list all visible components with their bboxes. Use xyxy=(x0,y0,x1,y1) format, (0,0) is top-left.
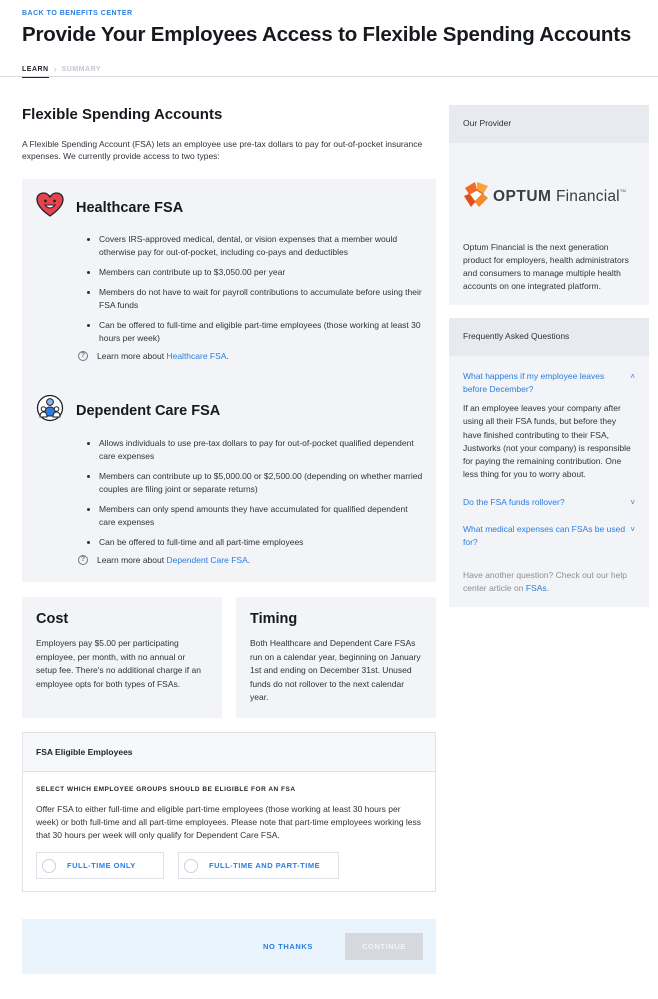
faq-question-3[interactable] xyxy=(463,523,635,549)
chevron-right-icon: › xyxy=(53,64,57,74)
main-intro xyxy=(22,106,436,162)
faq-help-text xyxy=(463,569,635,595)
question-circle-icon: ? xyxy=(78,351,88,361)
section-title: Flexible Spending Accounts xyxy=(22,106,223,123)
no-thanks-button[interactable]: NO THANKS xyxy=(263,942,313,951)
list-item: Can be offered to full-time and eligible part-time employees (those working at least 30 hours per week) xyxy=(86,319,426,345)
eligibility-title: FSA Eligible Employees xyxy=(23,733,435,772)
list-item: Allows individuals to use pre-tax dollars to pay for out-of-pocket qualified dependent care expenses xyxy=(86,437,426,463)
continue-button[interactable]: CONTINUE xyxy=(345,933,423,960)
faq-question-text: What happens if my employee leaves before December? xyxy=(463,371,605,394)
list-item: Members do not have to wait for payroll contributions to accumulate before using their FSA funds xyxy=(86,286,426,312)
timing-title: Timing xyxy=(250,611,298,627)
dependent-care-fsa xyxy=(36,394,426,565)
faq-heading: Frequently Asked Questions xyxy=(449,318,649,356)
cost-text: Employers pay $5.00 per participating employee, per month, with no annual or setup fee. There's no additional charge if an employee opts for both types of FSAs. xyxy=(36,638,201,689)
question-circle-icon: ? xyxy=(78,555,88,565)
radio-button[interactable] xyxy=(42,859,56,873)
optum-mark-icon xyxy=(463,180,489,213)
faq-help-suffix: . xyxy=(546,582,549,593)
learn-more-text: Learn more about xyxy=(97,351,167,361)
eligibility-label: SELECT WHICH EMPLOYEE GROUPS SHOULD BE ELIGIBLE FOR AN FSA xyxy=(36,786,296,793)
family-icon xyxy=(36,394,64,427)
chevron-up-icon: ˄ xyxy=(630,372,635,381)
faq-question-text: What medical expenses can FSAs be used for? xyxy=(463,523,626,547)
healthcare-fsa xyxy=(36,192,426,361)
heart-face-icon xyxy=(36,192,64,223)
fsa-eligibility-panel xyxy=(22,732,436,892)
learn-more-suffix: . xyxy=(247,555,251,565)
cost-title: Cost xyxy=(36,611,69,627)
step-learn[interactable]: LEARN xyxy=(22,66,49,78)
list-item: Members can only spend amounts they have accumulated for qualified dependent care expenses xyxy=(86,503,426,529)
healthcare-fsa-link[interactable]: Healthcare FSA xyxy=(166,351,227,361)
fsas-help-link[interactable]: FSAs xyxy=(525,582,547,593)
fsa-types-panel xyxy=(22,179,436,582)
dependent-care-fsa-link[interactable]: Dependent Care FSA xyxy=(166,555,248,565)
faq-question-2[interactable] xyxy=(463,496,635,509)
faq-answer-1: If an employee leaves your company after using all their FSA funds, but before they have finished contributing to their FSA, Justworks (not your company) is responsible for paying the remaining contribution. One less thing for you to worry about. xyxy=(463,403,631,480)
eligibility-options xyxy=(36,852,422,879)
healthcare-learn-more xyxy=(78,351,426,361)
list-item: Can be offered to full-time and all part-time employees xyxy=(86,536,426,549)
provider-description: Optum Financial is the next generation product for employers, health administrators and consumers to manage multiple health accounts on one integrated platform. xyxy=(463,242,629,291)
option-label: FULL-TIME AND PART-TIME xyxy=(209,861,321,870)
logo-strong: OPTUM xyxy=(493,187,552,205)
faq-question-1[interactable] xyxy=(463,370,635,396)
dependent-care-fsa-title: Dependent Care FSA xyxy=(76,402,221,419)
eligibility-text: Offer FSA to either full-time and eligible part-time employees (those working at least 30 hours per week) or both full-time and all part-time employees. Please note that part-time employees working less that 30 hours per week will only qualify for Dependent Care FSA. xyxy=(36,804,422,840)
healthcare-fsa-title: Healthcare FSA xyxy=(76,199,184,216)
optum-logo-text xyxy=(493,188,626,206)
list-item: Covers IRS-approved medical, dental, or vision expenses that a member would otherwise pay for out-of-pocket, including co-pays and deductibles xyxy=(86,233,426,259)
header-divider xyxy=(0,76,658,77)
learn-more-suffix: . xyxy=(226,351,229,361)
cost-card xyxy=(22,597,222,718)
healthcare-fsa-bullets xyxy=(86,233,426,345)
learn-more-text: Learn more about xyxy=(97,555,167,565)
page-title: Provide Your Employees Access to Flexible Spending Accounts xyxy=(22,23,632,46)
page-header xyxy=(22,10,652,47)
dependent-learn-more xyxy=(78,555,426,565)
optum-logo xyxy=(449,143,649,220)
option-label: FULL-TIME ONLY xyxy=(67,861,136,870)
faq-help-prefix: Have another question? Check out our help center article on xyxy=(463,569,627,593)
logo-light: Financial xyxy=(555,187,620,205)
full-time-only-option[interactable] xyxy=(36,852,164,879)
faq-panel xyxy=(449,318,649,607)
back-to-benefits-link[interactable]: BACK TO BENEFITS CENTER xyxy=(22,10,133,17)
chevron-down-icon: ˅ xyxy=(630,524,635,534)
provider-heading: Our Provider xyxy=(449,105,649,143)
list-item: Members can contribute up to $5,000.00 or $2,500.00 (depending on whether married couples are filing joint or separate returns) xyxy=(86,470,426,496)
radio-button[interactable] xyxy=(184,859,198,873)
faq-question-text: Do the FSA funds rollover? xyxy=(463,496,565,507)
action-bar xyxy=(22,919,436,974)
timing-text: Both Healthcare and Dependent Care FSAs run on a calendar year, beginning on January 1st and ending on December 31st. Unused funds do not rollover to the next calendar year. xyxy=(250,638,421,702)
list-item: Members can contribute up to $3,050.00 per year xyxy=(86,266,426,279)
timing-card xyxy=(236,597,436,718)
provider-panel xyxy=(449,105,649,305)
step-summary[interactable]: SUMMARY xyxy=(61,65,102,73)
intro-text: A Flexible Spending Account (FSA) lets an employee use pre-tax dollars to pay for out-of-pocket insurance expenses. We currently provide access to two types: xyxy=(22,139,423,161)
full-and-part-time-option[interactable] xyxy=(178,852,339,879)
logo-tm: TM xyxy=(619,187,627,193)
dependent-care-fsa-bullets xyxy=(86,437,426,549)
chevron-down-icon: ˅ xyxy=(630,497,635,507)
